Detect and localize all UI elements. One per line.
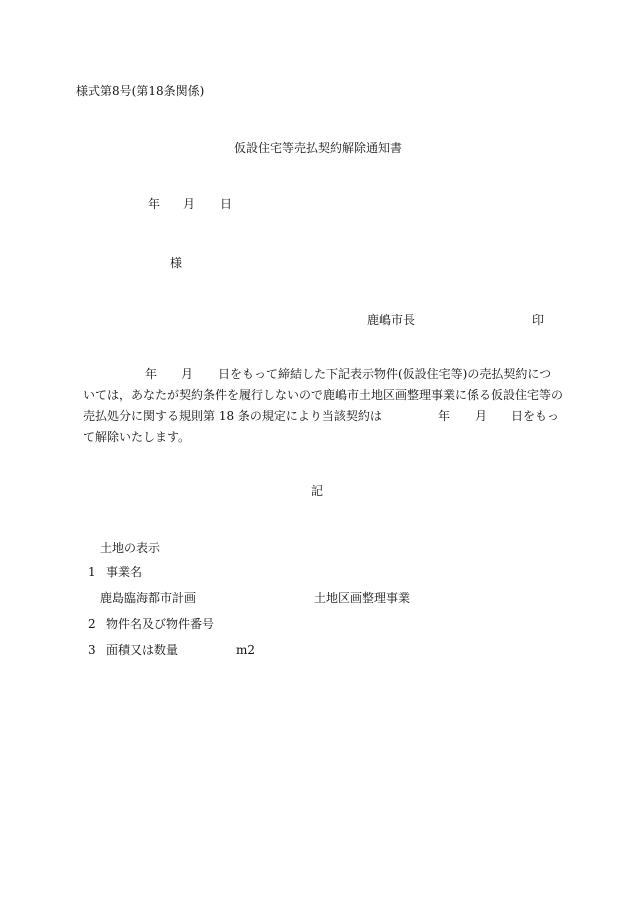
- item-number: 2: [88, 617, 96, 631]
- body-month-label: 月: [181, 367, 194, 381]
- body-text: 売払処分に関する規則第 18 条の規定により当該契約は: [83, 409, 382, 423]
- document-title: 仮設住宅等売払契約解除通知書: [234, 141, 403, 155]
- body-year-label: 年: [145, 367, 158, 381]
- addressee-honorific: 様: [170, 256, 183, 270]
- body-text: いては，あなたが契約条件を履行しないので鹿嶋市土地区画整理事業に係る仮設住宅等の: [83, 388, 564, 402]
- ki-heading: 記: [311, 484, 324, 498]
- date-year-label: 年: [148, 197, 161, 211]
- body-year-label: 年: [438, 409, 451, 423]
- body-text: 日をもっ: [511, 409, 560, 423]
- date-day-label: 日: [220, 197, 233, 211]
- item-label-project-name: 事業名: [106, 565, 143, 579]
- area-unit: m2: [236, 643, 256, 657]
- item-label-property: 物件名及び物件番号: [106, 617, 215, 631]
- item-number: 3: [88, 643, 96, 657]
- issuer-title: 鹿嶋市長: [367, 313, 416, 327]
- body-text: 日をもって締結した下記表示物件(仮設住宅等)の売払契約につ: [218, 367, 552, 381]
- seal-mark: 印: [532, 313, 545, 327]
- land-section-heading: 土地の表示: [100, 541, 161, 555]
- item-number: 1: [88, 565, 96, 579]
- date-month-label: 月: [183, 197, 196, 211]
- body-month-label: 月: [475, 409, 488, 423]
- city-plan-name: 鹿島臨海都市計画: [100, 591, 197, 605]
- body-text: て解除いたします。: [83, 430, 191, 444]
- project-type: 土地区画整理事業: [314, 591, 411, 605]
- item-label-area: 面積又は数量: [106, 643, 179, 657]
- form-number: 様式第8号(第18条関係): [76, 84, 205, 98]
